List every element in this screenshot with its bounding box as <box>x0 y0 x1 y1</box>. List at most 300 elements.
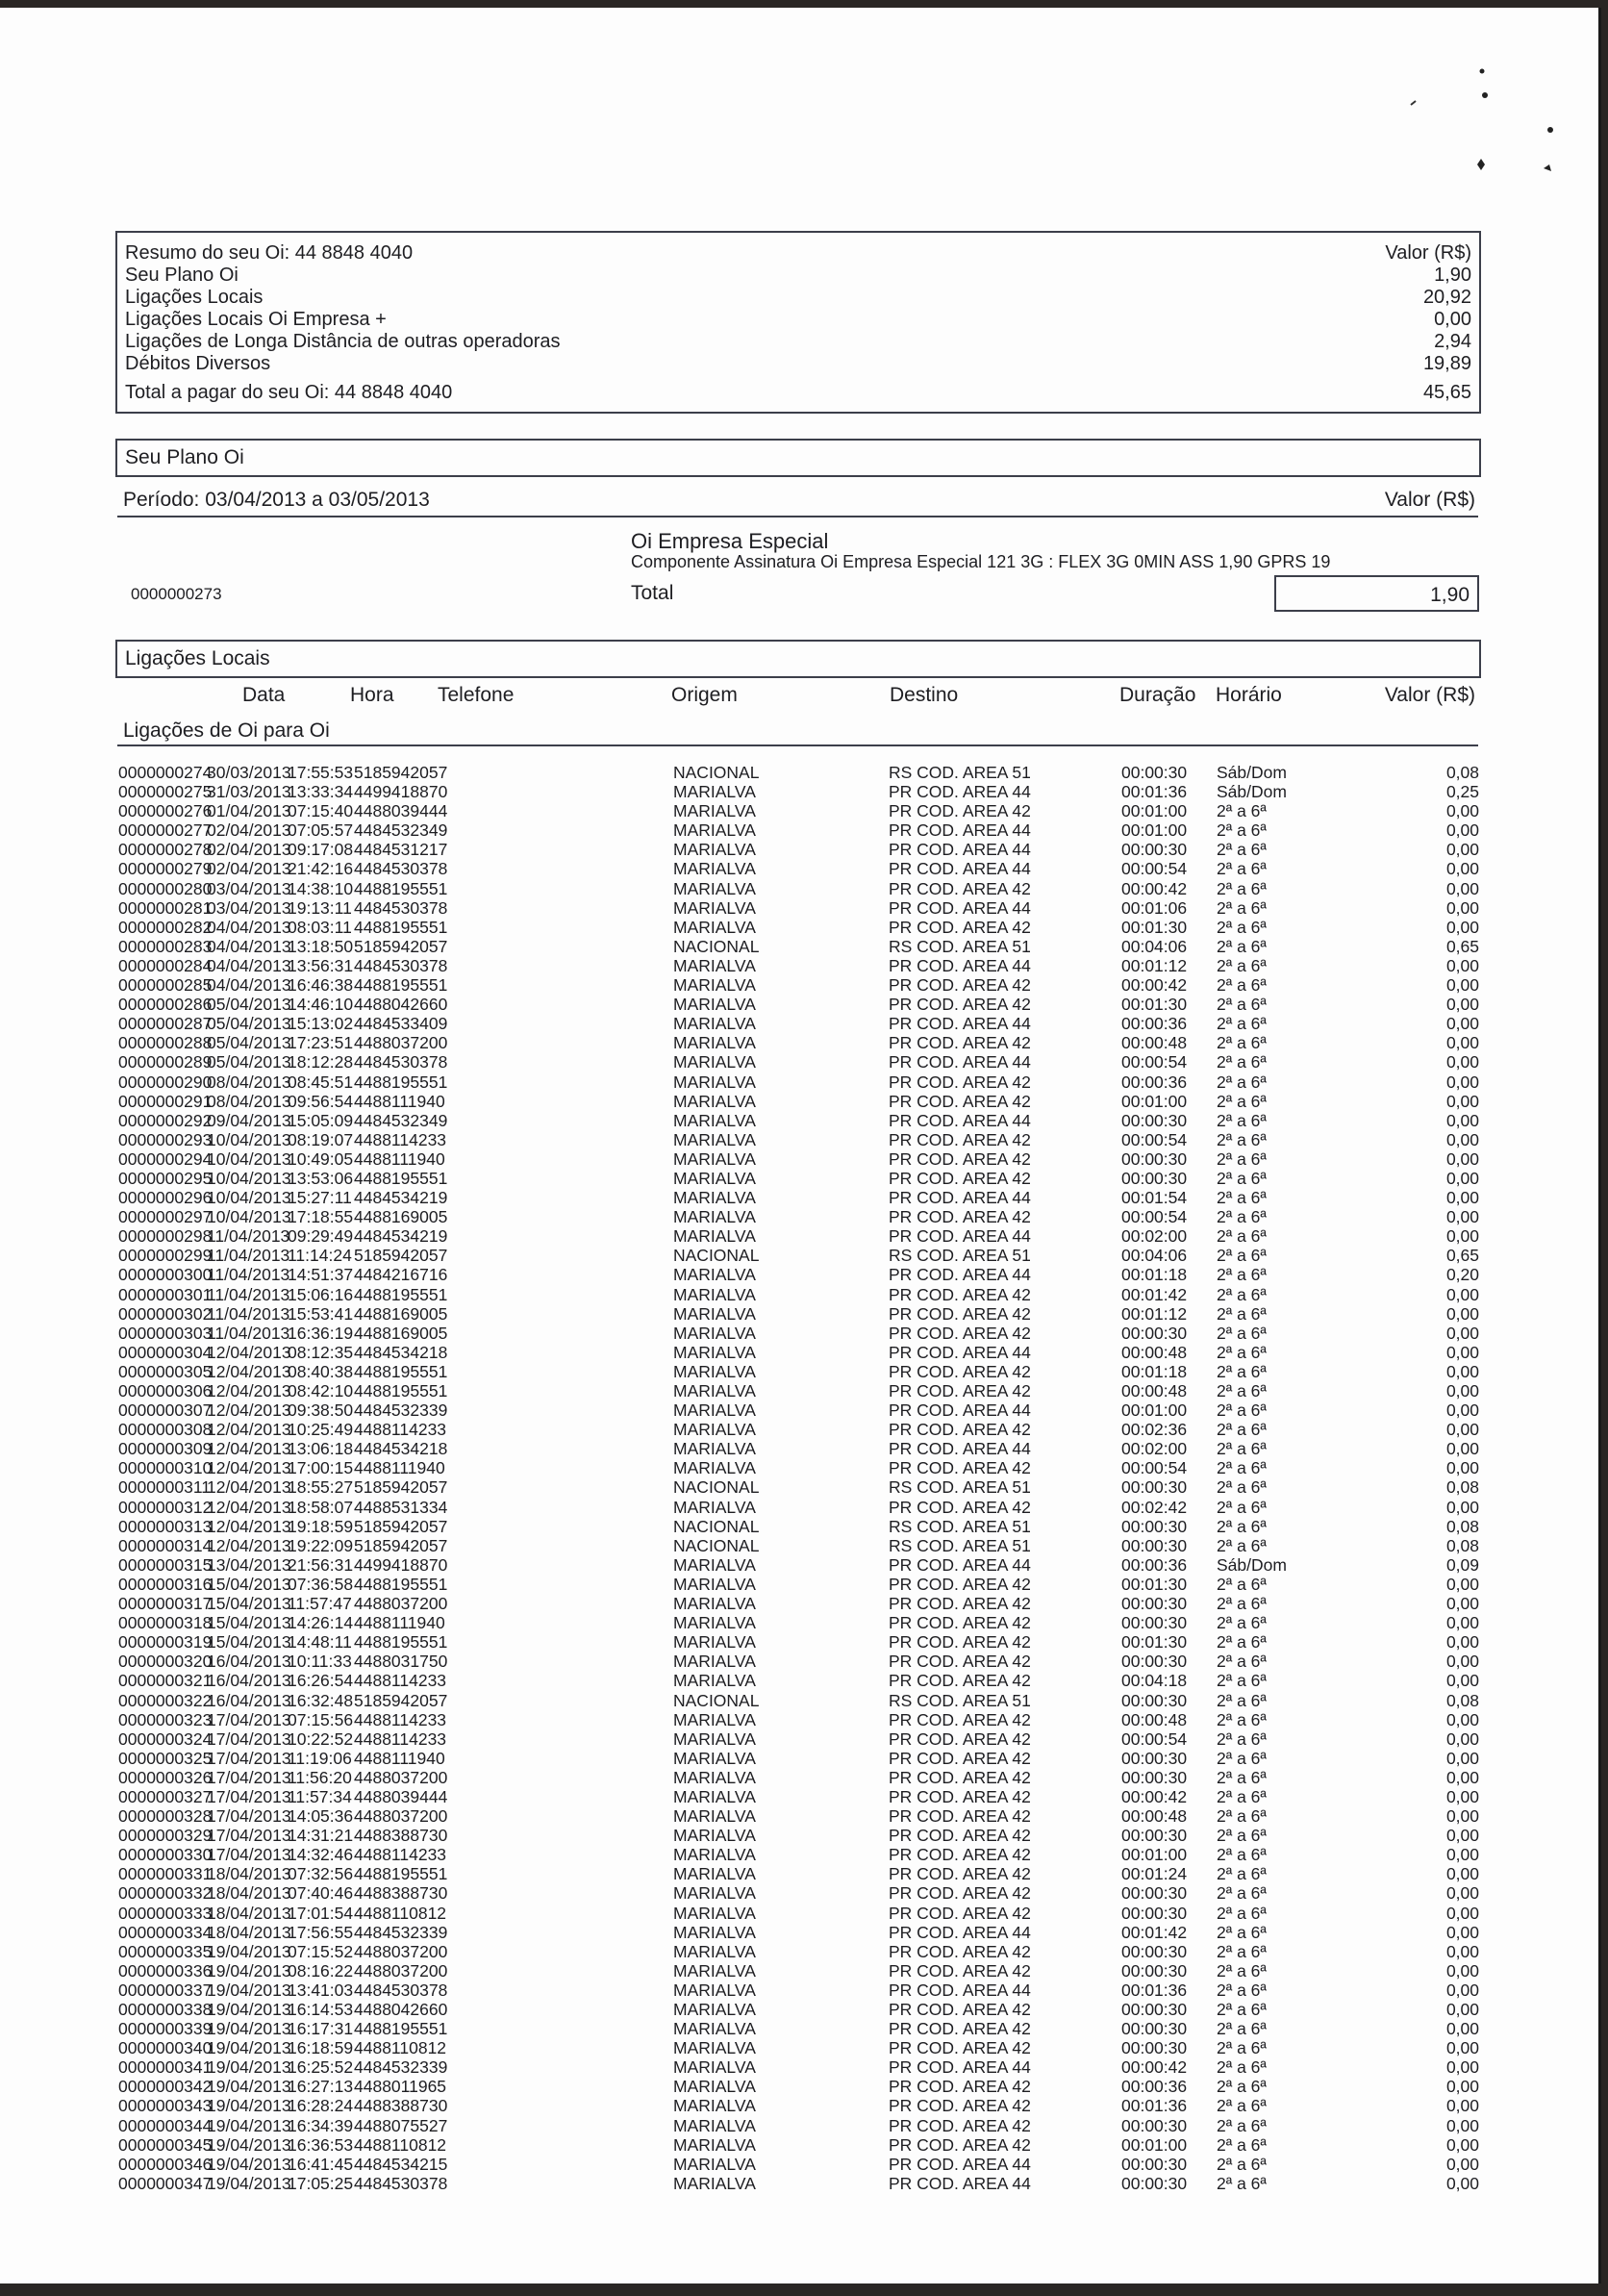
call-origin: MARIALVA <box>673 1129 756 1149</box>
call-phone: 4488114233 <box>354 1709 447 1729</box>
table-row <box>118 1555 1479 1575</box>
call-id: 0000000328 <box>118 1806 213 1827</box>
call-value: 0,00 <box>1445 1033 1479 1053</box>
call-phone: 4484533409 <box>354 1014 448 1034</box>
call-value: 0,00 <box>1445 1342 1479 1362</box>
table-row <box>118 1226 1479 1246</box>
call-value: 0,00 <box>1445 975 1479 996</box>
call-origin: MARIALVA <box>673 1786 756 1806</box>
summary-value: 0,00 <box>1434 309 1471 330</box>
call-period: 2ª a 6ª <box>1217 1072 1267 1092</box>
call-id: 0000000279 <box>118 859 213 879</box>
call-id: 0000000304 <box>118 1342 213 1362</box>
plan-item-id: 0000000273 <box>131 585 222 603</box>
call-destination: PR COD. AREA 44 <box>889 1226 1031 1247</box>
call-value: 0,00 <box>1445 1497 1479 1517</box>
call-destination: RS COD. AREA 51 <box>889 763 1031 782</box>
call-time: 11:56:20 <box>288 1767 352 1787</box>
call-duration: 00:02:00 <box>1121 1439 1188 1459</box>
call-period: 2ª a 6ª <box>1217 1091 1267 1111</box>
table-row <box>118 1014 1479 1033</box>
call-date: 04/04/2013 <box>207 975 291 996</box>
call-duration: 00:01:36 <box>1121 2096 1188 2116</box>
call-phone: 4488042660 <box>354 995 448 1015</box>
call-value: 0,00 <box>1445 1786 1479 1806</box>
call-date: 15/04/2013 <box>207 1574 291 1594</box>
call-destination: PR COD. AREA 42 <box>889 2096 1031 2116</box>
call-duration: 00:00:48 <box>1121 1033 1188 1053</box>
call-duration: 00:00:42 <box>1121 2057 1188 2078</box>
call-value: 0,00 <box>1445 840 1479 860</box>
call-phone: 4488037200 <box>354 1941 448 1961</box>
call-date: 12/04/2013 <box>207 1477 291 1498</box>
table-row <box>118 898 1479 918</box>
call-destination: PR COD. AREA 42 <box>889 1091 1031 1111</box>
call-origin: MARIALVA <box>673 859 756 879</box>
call-origin: MARIALVA <box>673 897 756 918</box>
call-destination: PR COD. AREA 42 <box>889 1594 1031 1614</box>
call-origin: MARIALVA <box>673 2154 756 2174</box>
call-origin: MARIALVA <box>673 1980 756 2000</box>
call-date: 11/04/2013 <box>207 1284 290 1304</box>
call-phone: 4488037200 <box>354 1806 448 1827</box>
call-value: 0,00 <box>1445 1129 1479 1149</box>
call-phone: 4484534215 <box>354 2154 448 2174</box>
call-duration: 00:00:48 <box>1121 1381 1188 1400</box>
call-duration: 00:01:00 <box>1121 820 1188 841</box>
call-value: 0,00 <box>1445 1922 1479 1942</box>
call-value: 0,00 <box>1445 2096 1479 2116</box>
call-origin: MARIALVA <box>673 1072 756 1092</box>
call-destination: PR COD. AREA 44 <box>889 955 1031 975</box>
call-phone: 4484532349 <box>354 1110 448 1130</box>
call-date: 12/04/2013 <box>207 1535 291 1555</box>
call-date: 15/04/2013 <box>207 1613 291 1633</box>
table-row <box>118 1304 1479 1324</box>
call-time: 17:55:53 <box>288 763 354 782</box>
call-destination: PR COD. AREA 42 <box>889 1709 1031 1729</box>
call-origin: MARIALVA <box>673 1574 756 1594</box>
call-time: 14:38:10 <box>288 878 354 898</box>
table-row <box>118 1246 1479 1265</box>
table-row <box>118 1188 1479 1207</box>
table-row <box>118 1652 1479 1671</box>
call-destination: PR COD. AREA 44 <box>889 1342 1031 1362</box>
call-destination: PR COD. AREA 42 <box>889 1845 1031 1865</box>
call-period: 2ª a 6ª <box>1217 1265 1267 1285</box>
call-value: 0,00 <box>1445 1709 1479 1729</box>
call-period: 2ª a 6ª <box>1217 1883 1267 1904</box>
call-value: 0,00 <box>1445 1748 1479 1768</box>
call-duration: 00:00:30 <box>1121 1748 1188 1768</box>
call-duration: 00:00:30 <box>1121 1767 1188 1787</box>
call-duration: 00:00:30 <box>1121 1148 1188 1169</box>
call-origin: MARIALVA <box>673 1284 756 1304</box>
call-duration: 00:00:30 <box>1121 1535 1188 1555</box>
call-phone: 4488169005 <box>354 1207 448 1227</box>
call-value: 0,65 <box>1445 936 1479 956</box>
call-id: 0000000343 <box>118 2096 213 2116</box>
call-value: 0,25 <box>1445 782 1479 802</box>
call-id: 0000000286 <box>118 995 213 1015</box>
call-origin: MARIALVA <box>673 917 756 937</box>
call-value: 0,00 <box>1445 1671 1479 1691</box>
call-origin: NACIONAL <box>673 1477 760 1498</box>
call-id: 0000000338 <box>118 2000 213 2019</box>
call-value: 0,00 <box>1445 1381 1479 1400</box>
call-destination: PR COD. AREA 42 <box>889 1168 1031 1188</box>
call-phone: 4488169005 <box>354 1323 448 1343</box>
call-time: 15:05:09 <box>288 1110 354 1130</box>
summary-value: 1,90 <box>1434 265 1471 286</box>
call-value: 0,09 <box>1445 1554 1479 1575</box>
call-duration: 00:02:36 <box>1121 1420 1188 1440</box>
call-value: 0,00 <box>1445 2019 1479 2039</box>
call-duration: 00:00:30 <box>1121 1516 1188 1536</box>
call-id: 0000000297 <box>118 1207 213 1227</box>
call-phone: 4488111940 <box>354 1613 445 1633</box>
call-origin: MARIALVA <box>673 1323 756 1343</box>
call-period: 2ª a 6ª <box>1217 1652 1267 1672</box>
call-period: 2ª a 6ª <box>1217 2038 1267 2058</box>
call-destination: PR COD. AREA 42 <box>889 1883 1031 1904</box>
call-date: 10/04/2013 <box>207 1188 291 1208</box>
call-origin: MARIALVA <box>673 1439 756 1459</box>
summary-row <box>125 287 1471 309</box>
call-destination: RS COD. AREA 51 <box>889 1516 1031 1536</box>
call-period: 2ª a 6ª <box>1217 1671 1267 1691</box>
call-value: 0,00 <box>1445 1226 1479 1247</box>
call-date: 17/04/2013 <box>207 1786 291 1806</box>
call-time: 21:42:16 <box>288 859 354 879</box>
call-destination: RS COD. AREA 51 <box>889 1246 1031 1266</box>
call-period: 2ª a 6ª <box>1217 1148 1267 1169</box>
call-duration: 00:01:00 <box>1121 1400 1188 1421</box>
call-date: 03/04/2013 <box>207 897 291 918</box>
call-date: 17/04/2013 <box>207 1845 291 1865</box>
plan-component: Componente Assinatura Oi Empresa Especial 121 3G : FLEX 3G 0MIN ASS 1,90 GPRS 19 <box>631 552 1331 571</box>
call-duration: 00:01:00 <box>1121 1845 1188 1865</box>
call-destination: PR COD. AREA 42 <box>889 2019 1031 2039</box>
call-time: 08:12:35 <box>288 1342 354 1362</box>
call-period: 2ª a 6ª <box>1217 936 1267 956</box>
table-row <box>118 801 1479 820</box>
call-duration: 00:01:00 <box>1121 2134 1188 2155</box>
call-date: 05/04/2013 <box>207 1014 291 1034</box>
call-origin: MARIALVA <box>673 1652 756 1672</box>
call-phone: 4488037200 <box>354 1960 448 1981</box>
call-origin: MARIALVA <box>673 975 756 996</box>
call-phone: 4488169005 <box>354 1303 448 1324</box>
call-duration: 00:00:42 <box>1121 878 1188 898</box>
call-origin: MARIALVA <box>673 1960 756 1981</box>
table-row <box>118 1691 1479 1710</box>
call-destination: PR COD. AREA 44 <box>889 897 1031 918</box>
call-destination: PR COD. AREA 42 <box>889 995 1031 1015</box>
call-origin: MARIALVA <box>673 1941 756 1961</box>
call-period: 2ª a 6ª <box>1217 897 1267 918</box>
table-row <box>118 1285 1479 1304</box>
call-time: 07:05:57 <box>288 820 354 841</box>
call-destination: PR COD. AREA 44 <box>889 1980 1031 2000</box>
summary-label: Seu Plano Oi <box>125 265 239 286</box>
table-row <box>118 820 1479 840</box>
call-id: 0000000344 <box>118 2115 213 2135</box>
call-destination: PR COD. AREA 42 <box>889 917 1031 937</box>
call-origin: MARIALVA <box>673 1148 756 1169</box>
call-origin: MARIALVA <box>673 1207 756 1227</box>
table-row <box>118 763 1479 782</box>
call-value: 0,00 <box>1445 1613 1479 1633</box>
call-time: 13:56:31 <box>288 955 354 975</box>
col-data: Data <box>242 684 286 706</box>
call-period: 2ª a 6ª <box>1217 2000 1267 2019</box>
call-value: 0,08 <box>1445 1477 1479 1498</box>
call-id: 0000000274 <box>118 763 213 782</box>
call-id: 0000000315 <box>118 1554 213 1575</box>
call-id: 0000000329 <box>118 1826 213 1846</box>
call-phone: 4488114233 <box>354 1845 447 1865</box>
call-id: 0000000320 <box>118 1652 213 1672</box>
call-origin: MARIALVA <box>673 1265 756 1285</box>
call-phone: 4484532349 <box>354 820 448 841</box>
call-duration: 00:00:30 <box>1121 1323 1188 1343</box>
call-phone: 4488011965 <box>354 2077 447 2097</box>
call-destination: PR COD. AREA 42 <box>889 975 1031 996</box>
call-value: 0,00 <box>1445 1574 1479 1594</box>
call-id: 0000000314 <box>118 1535 213 1555</box>
call-phone: 4484532339 <box>354 2057 448 2078</box>
call-id: 0000000283 <box>118 936 213 956</box>
col-valor: Valor (R$) <box>1384 684 1475 706</box>
call-origin: MARIALVA <box>673 1554 756 1575</box>
call-duration: 00:01:00 <box>1121 1091 1188 1111</box>
call-value: 0,00 <box>1445 1632 1479 1653</box>
locais-section-title: Ligações Locais <box>115 640 1481 678</box>
call-value: 0,00 <box>1445 1168 1479 1188</box>
call-time: 11:57:34 <box>288 1786 352 1806</box>
call-date: 10/04/2013 <box>207 1168 291 1188</box>
call-phone: 4488111940 <box>354 1748 445 1768</box>
call-time: 16:41:45 <box>288 2154 354 2174</box>
call-duration: 00:00:30 <box>1121 1110 1188 1130</box>
call-value: 0,65 <box>1445 1246 1479 1266</box>
table-row <box>118 1477 1479 1497</box>
call-duration: 00:00:30 <box>1121 1168 1188 1188</box>
call-date: 03/04/2013 <box>207 878 291 898</box>
call-id: 0000000333 <box>118 1903 213 1923</box>
call-destination: PR COD. AREA 42 <box>889 2134 1031 2155</box>
table-row <box>118 1671 1479 1690</box>
call-phone: 4499418870 <box>354 1554 448 1575</box>
table-row <box>118 879 1479 898</box>
call-id: 0000000312 <box>118 1497 213 1517</box>
call-time: 16:36:53 <box>288 2134 354 2155</box>
summary-total-row <box>125 382 1471 404</box>
table-row <box>118 1575 1479 1594</box>
call-date: 05/04/2013 <box>207 1033 291 1053</box>
call-period: Sáb/Dom <box>1217 1554 1287 1575</box>
call-time: 16:17:31 <box>288 2019 354 2039</box>
call-id: 0000000325 <box>118 1748 213 1768</box>
table-row <box>118 1033 1479 1052</box>
call-value: 0,00 <box>1445 1420 1479 1440</box>
call-origin: NACIONAL <box>673 936 760 956</box>
call-time: 14:51:37 <box>288 1265 354 1285</box>
table-row <box>118 2077 1479 2096</box>
call-id: 0000000326 <box>118 1767 213 1787</box>
call-date: 18/04/2013 <box>207 1883 291 1904</box>
table-row <box>118 956 1479 975</box>
call-duration: 00:00:30 <box>1121 2019 1188 2039</box>
call-id: 0000000292 <box>118 1110 213 1130</box>
call-date: 11/04/2013 <box>207 1226 290 1247</box>
call-date: 16/04/2013 <box>207 1690 291 1710</box>
call-value: 0,00 <box>1445 1207 1479 1227</box>
call-id: 0000000327 <box>118 1786 213 1806</box>
call-duration: 00:00:30 <box>1121 2173 1188 2193</box>
call-id: 0000000295 <box>118 1168 213 1188</box>
call-duration: 00:00:42 <box>1121 975 1188 996</box>
call-phone: 4484532339 <box>354 1922 448 1942</box>
call-period: 2ª a 6ª <box>1217 955 1267 975</box>
call-destination: PR COD. AREA 44 <box>889 859 1031 879</box>
call-phone: 5185942057 <box>354 936 448 956</box>
call-phone: 4488111940 <box>354 1458 445 1478</box>
call-time: 10:49:05 <box>288 1148 354 1169</box>
call-destination: PR COD. AREA 42 <box>889 1148 1031 1169</box>
table-row <box>118 1749 1479 1768</box>
call-date: 02/04/2013 <box>207 840 291 860</box>
table-row <box>118 1787 1479 1806</box>
call-destination: PR COD. AREA 44 <box>889 782 1031 802</box>
call-date: 08/04/2013 <box>207 1072 291 1092</box>
call-origin: MARIALVA <box>673 1381 756 1400</box>
call-period: 2ª a 6ª <box>1217 1420 1267 1440</box>
call-date: 11/04/2013 <box>207 1265 290 1285</box>
call-period: 2ª a 6ª <box>1217 1110 1267 1130</box>
call-period: 2ª a 6ª <box>1217 1690 1267 1710</box>
call-duration: 00:01:12 <box>1121 1303 1188 1324</box>
call-id: 0000000306 <box>118 1381 213 1400</box>
table-row <box>118 1052 1479 1072</box>
call-phone: 4488037200 <box>354 1594 448 1614</box>
call-value: 0,00 <box>1445 1458 1479 1478</box>
call-time: 14:48:11 <box>288 1632 352 1653</box>
call-phone: 5185942057 <box>354 1535 448 1555</box>
call-origin: MARIALVA <box>673 2096 756 2116</box>
call-value: 0,00 <box>1445 1110 1479 1130</box>
call-id: 0000000334 <box>118 1922 213 1942</box>
call-period: 2ª a 6ª <box>1217 1129 1267 1149</box>
call-period: 2ª a 6ª <box>1217 1052 1267 1072</box>
call-date: 13/04/2013 <box>207 1554 291 1575</box>
call-date: 19/04/2013 <box>207 1960 291 1981</box>
call-destination: PR COD. AREA 42 <box>889 1864 1031 1884</box>
call-destination: RS COD. AREA 51 <box>889 1690 1031 1710</box>
call-period: 2ª a 6ª <box>1217 1439 1267 1459</box>
call-duration: 00:04:06 <box>1121 936 1188 956</box>
call-destination: PR COD. AREA 42 <box>889 1903 1031 1923</box>
call-destination: PR COD. AREA 42 <box>889 1361 1031 1381</box>
call-date: 19/04/2013 <box>207 2038 291 2058</box>
summary-row <box>125 309 1471 331</box>
call-date: 15/04/2013 <box>207 1594 291 1614</box>
table-row <box>118 1092 1479 1111</box>
call-destination: PR COD. AREA 42 <box>889 1728 1031 1749</box>
col-origem: Origem <box>671 684 738 706</box>
call-value: 0,08 <box>1445 1535 1479 1555</box>
call-time: 07:15:40 <box>288 801 354 821</box>
table-row <box>118 1768 1479 1787</box>
call-time: 14:31:21 <box>288 1826 354 1846</box>
call-destination: RS COD. AREA 51 <box>889 1477 1031 1498</box>
call-phone: 4484532339 <box>354 1400 448 1421</box>
call-duration: 00:01:30 <box>1121 995 1188 1015</box>
call-date: 04/04/2013 <box>207 917 291 937</box>
call-phone: 4484530378 <box>354 1052 448 1072</box>
call-duration: 00:00:54 <box>1121 1458 1188 1478</box>
call-value: 0,00 <box>1445 2038 1479 2058</box>
call-phone: 5185942057 <box>354 763 448 782</box>
call-time: 09:17:08 <box>288 840 354 860</box>
call-id: 0000000337 <box>118 1980 213 2000</box>
call-date: 11/04/2013 <box>207 1303 290 1324</box>
call-period: 2ª a 6ª <box>1217 975 1267 996</box>
call-id: 0000000317 <box>118 1594 213 1614</box>
call-date: 16/04/2013 <box>207 1671 291 1691</box>
col-destino: Destino <box>890 684 959 706</box>
call-duration: 00:01:06 <box>1121 897 1188 918</box>
call-time: 13:41:03 <box>288 1980 354 2000</box>
summary-row <box>125 353 1471 375</box>
call-destination: PR COD. AREA 42 <box>889 1806 1031 1827</box>
table-row <box>118 1613 1479 1632</box>
call-value: 0,00 <box>1445 1883 1479 1904</box>
call-value: 0,00 <box>1445 2154 1479 2174</box>
call-id: 0000000307 <box>118 1400 213 1421</box>
call-time: 17:05:25 <box>288 2173 354 2193</box>
call-id: 0000000280 <box>118 878 213 898</box>
call-origin: MARIALVA <box>673 801 756 821</box>
call-destination: PR COD. AREA 42 <box>889 1767 1031 1787</box>
call-time: 10:11:33 <box>288 1652 352 1672</box>
call-phone: 4488195551 <box>354 917 448 937</box>
call-duration: 00:01:18 <box>1121 1265 1188 1285</box>
call-period: 2ª a 6ª <box>1217 1458 1267 1478</box>
call-date: 12/04/2013 <box>207 1516 291 1536</box>
call-id: 0000000319 <box>118 1632 213 1653</box>
call-id: 0000000332 <box>118 1883 213 1904</box>
table-row <box>118 1111 1479 1130</box>
call-date: 17/04/2013 <box>207 1767 291 1787</box>
call-value: 0,00 <box>1445 917 1479 937</box>
call-origin: MARIALVA <box>673 1188 756 1208</box>
table-row <box>118 1362 1479 1381</box>
call-id: 0000000281 <box>118 897 213 918</box>
call-period: 2ª a 6ª <box>1217 840 1267 860</box>
table-row <box>118 1806 1479 1826</box>
call-time: 10:25:49 <box>288 1420 354 1440</box>
call-date: 31/03/2013 <box>207 782 291 802</box>
call-period: 2ª a 6ª <box>1217 859 1267 879</box>
call-period: 2ª a 6ª <box>1217 2115 1267 2135</box>
call-origin: MARIALVA <box>673 1748 756 1768</box>
call-phone: 5185942057 <box>354 1477 448 1498</box>
call-origin: NACIONAL <box>673 1690 760 1710</box>
call-duration: 00:00:48 <box>1121 1709 1188 1729</box>
call-id: 0000000298 <box>118 1226 213 1247</box>
